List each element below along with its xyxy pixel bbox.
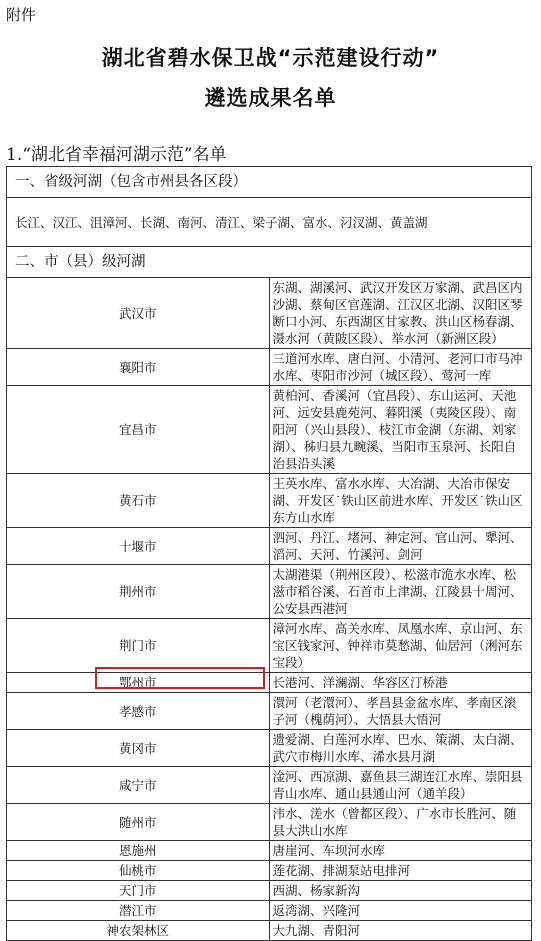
table-row	[7, 528, 532, 565]
table-row	[7, 861, 532, 881]
river-list: 返湾湖、兴隆河	[269, 901, 532, 921]
document-title-line1: 湖北省碧水保卫战“示范建设行动”	[101, 46, 440, 70]
highlight-box	[95, 667, 265, 689]
table-row	[7, 841, 532, 861]
city-name: 潜江市	[7, 901, 270, 921]
river-list: 长港河、洋澜湖、华容区汀桥港	[269, 673, 532, 693]
city-heading-row	[7, 247, 532, 278]
river-list: 莲花湖、排湖泵站电排河	[269, 861, 532, 881]
city-name: 襄阳市	[7, 349, 270, 386]
city-name: 十堰市	[7, 528, 270, 565]
river-lake-table	[6, 166, 532, 941]
river-list: 王英水库、富水水库、大冶湖、大冶市保安湖、开发区˙铁山区前进水库、开发区˙铁山区东方山水库	[269, 474, 532, 528]
city-name: 天门市	[7, 881, 270, 901]
table-row	[7, 804, 532, 841]
city-name: 随州市	[7, 804, 270, 841]
city-name: 鄂州市	[7, 673, 270, 693]
river-list: 淦河、西凉湖、嘉鱼县三湖连江水库、崇阳县青山水库、通山县通山河（通羊段）	[269, 767, 532, 804]
river-list: 漳河水库、高关水库、凤凰水库、京山河、东宝区钱家河、钟祥市莫愁湖、仙居河（浰河东宝段）	[269, 619, 532, 673]
city-heading: 二、市（县）级河湖	[7, 247, 532, 278]
river-list: 黄柏河、香溪河（宜昌段）、东山运河、天池河、远安县鹿苑河、暮阳溪（夷陵区段）、南阳河（兴山县段）、枝江市金湖（东湖、刘家湖）、秭归县九畹溪、当阳市玉泉河、长阳自治县沿头溪	[269, 386, 532, 474]
river-list: 遗爱湖、白莲河水库、巴水、策湖、太白湖、武穴市梅川水库、浠水县月湖	[269, 730, 532, 767]
river-list: 唐崖河、车坝河水库	[269, 841, 532, 861]
table-row	[7, 278, 532, 349]
city-name: 荆门市	[7, 619, 270, 673]
river-list: 三道河水库、唐白河、小清河、老河口市马冲水库、枣阳市沙河（城区段）、莺河一库	[269, 349, 532, 386]
river-list: 西湖、杨家新沟	[269, 881, 532, 901]
city-name: 荆州市	[7, 565, 270, 619]
table-row	[7, 881, 532, 901]
river-list: 东湖、湖溪河、武汉开发区万家湖、武昌区内沙湖、蔡甸区官莲湖、江汉区北湖、汉阳区琴断口小河、东西湖区甘家教、洪山区杨春湖、滠水河（黄陂区段）、举水河（新洲区段）	[269, 278, 532, 349]
city-name: 孝感市	[7, 693, 270, 730]
city-name: 咸宁市	[7, 767, 270, 804]
city-name: 恩施州	[7, 841, 270, 861]
table-row	[7, 767, 532, 804]
section-title: 1.“湖北省幸福河湖示范”名单	[6, 145, 227, 165]
table-row	[7, 474, 532, 528]
table-row	[7, 921, 532, 941]
city-name: 神农架林区	[7, 921, 270, 941]
city-name: 仙桃市	[7, 861, 270, 881]
river-list: 𣲗水、溠水（曾都区段）、广水市长胜河、随县大洪山水库	[269, 804, 532, 841]
table-row	[7, 619, 532, 673]
provincial-heading-row	[7, 167, 532, 198]
river-list: 澴河（老澴河）、孝昌县金盆水库、孝南区滚子河（槐荫河）、大悟县大悟河	[269, 693, 532, 730]
river-list: 大九湖、青阳河	[269, 921, 532, 941]
city-name: 黄冈市	[7, 730, 270, 767]
provincial-heading: 一、省级河湖（包含市州县各区段）	[7, 167, 532, 198]
river-list: 泗河、丹江、堵河、神定河、官山河、犟河、滔河、天河、竹溪河、剑河	[269, 528, 532, 565]
provincial-content: 长江、汉江、沮漳河、长湖、南河、清江、梁子湖、富水、汈汊湖、黄盖湖	[7, 198, 532, 247]
table-row	[7, 730, 532, 767]
table-row	[7, 693, 532, 730]
document-title-line2: 遴选成果名单	[204, 86, 337, 110]
annex-label: 附件	[6, 6, 37, 24]
city-name: 武汉市	[7, 278, 270, 349]
city-name: 黄石市	[7, 474, 270, 528]
river-list: 太湖港渠（荆州区段）、松滋市洈水水库、松滋市稻谷溪、石首市上津湖、江陵县十周河、公安县西港河	[269, 565, 532, 619]
table-row	[7, 901, 532, 921]
table-row	[7, 386, 532, 474]
table-row	[7, 673, 532, 693]
city-name: 宜昌市	[7, 386, 270, 474]
provincial-content-row	[7, 198, 532, 247]
table-row	[7, 349, 532, 386]
table-row	[7, 565, 532, 619]
